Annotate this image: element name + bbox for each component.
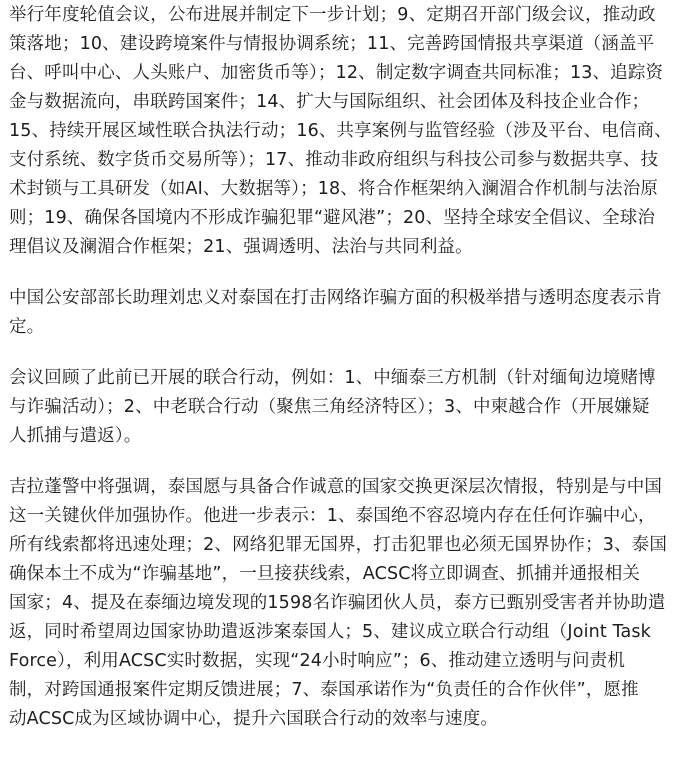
article-body bbox=[9, 0, 693, 734]
text-line: 会议回顾了此前已开展的联合行动，例如：1、中缅泰三方机制（针对缅甸边境赌博 bbox=[9, 368, 656, 388]
text-line: 策落地；10、建设跨境案件与情报协调系统；11、完善跨国情报共享渠道（涵盖平 bbox=[9, 34, 655, 54]
text-line: 国家；4、提及在泰缅边境发现的1598名诈骗团伙人员，泰方已甄别受害者并协助遣 bbox=[9, 593, 666, 613]
text-line: 人抓捕与遣返）。 bbox=[9, 426, 142, 446]
text-line: 举行年度轮值会议，公布进展并制定下一步计划；9、定期召开部门级会议，推动政 bbox=[9, 5, 656, 25]
text-line: 动ACSC成为区域协调中心，提升六国联合行动的效率与速度。 bbox=[9, 709, 499, 729]
text-line: 术封锁与工具研发（如AI、大数据等）；18、将合作框架纳入澜湄合作机制与法治原 bbox=[9, 179, 658, 199]
paragraph-thailand-statement bbox=[9, 473, 693, 734]
text-line: 所有线索都将迅速处理；2、网络犯罪无国界，打击犯罪也必须无国界协作；3、泰国 bbox=[9, 535, 667, 555]
text-line: 与诈骗活动）；2、中老联合行动（聚焦三角经济特区）；3、中柬越合作（开展嫌疑 bbox=[9, 397, 650, 417]
text-line: 金与数据流向，串联跨国案件；14、扩大与国际组织、社会团体及科技企业合作； bbox=[9, 92, 650, 112]
text-line: 吉拉蓬警中将强调，泰国愿与具备合作诚意的国家交换更深层次情报，特别是与中国 bbox=[9, 477, 663, 497]
text-line: 则；19、确保各国境内不形成诈骗犯罪“避风港”；20、坚持全球安全倡议、全球治 bbox=[9, 208, 656, 228]
text-line: 中国公安部部长助理刘忠义对泰国在打击网络诈骗方面的积极举措与透明态度表示肯 bbox=[9, 288, 663, 308]
text-line: 确保本土不成为“诈骗基地”，一旦接获线索，ACSC将立即调查、抓捕并通报相关 bbox=[9, 564, 641, 584]
text-line: 15、持续开展区域性联合执法行动；16、共享案例与监管经验（涉及平台、电信商、 bbox=[9, 121, 672, 141]
text-line: 返，同时希望周边国家协助遣返涉案泰国人；5、建议成立联合行动组（Joint Task bbox=[9, 622, 651, 642]
paragraph-joint-operations bbox=[9, 364, 693, 451]
text-line: Force），利用ACSC实时数据，实现“24小时响应”；6、推动建立透明与问责机 bbox=[9, 651, 625, 671]
text-line: 这一关键伙伴加强协作。他进一步表示：1、泰国绝不容忍境内存在任何诈骗中心， bbox=[9, 506, 656, 526]
text-line: 台、呼叫中心、人头账户、加密货币等）；12、制定数字调查共同标准；13、追踪资 bbox=[9, 63, 664, 83]
paragraph-cooperation-measures bbox=[9, 1, 693, 262]
paragraph-affirmation bbox=[9, 284, 693, 342]
text-line: 支付系统、数字货币交易所等）；17、推动非政府组织与科技公司参与数据共享、技 bbox=[9, 150, 659, 170]
text-line: 制，对跨国通报案件定期反馈进展；7、泰国承诺作为“负责任的合作伙伴”，愿推 bbox=[9, 680, 639, 700]
text-line: 定。 bbox=[9, 317, 45, 337]
text-line: 理倡议及澜湄合作框架；21、强调透明、法治与共同利益。 bbox=[9, 237, 473, 257]
